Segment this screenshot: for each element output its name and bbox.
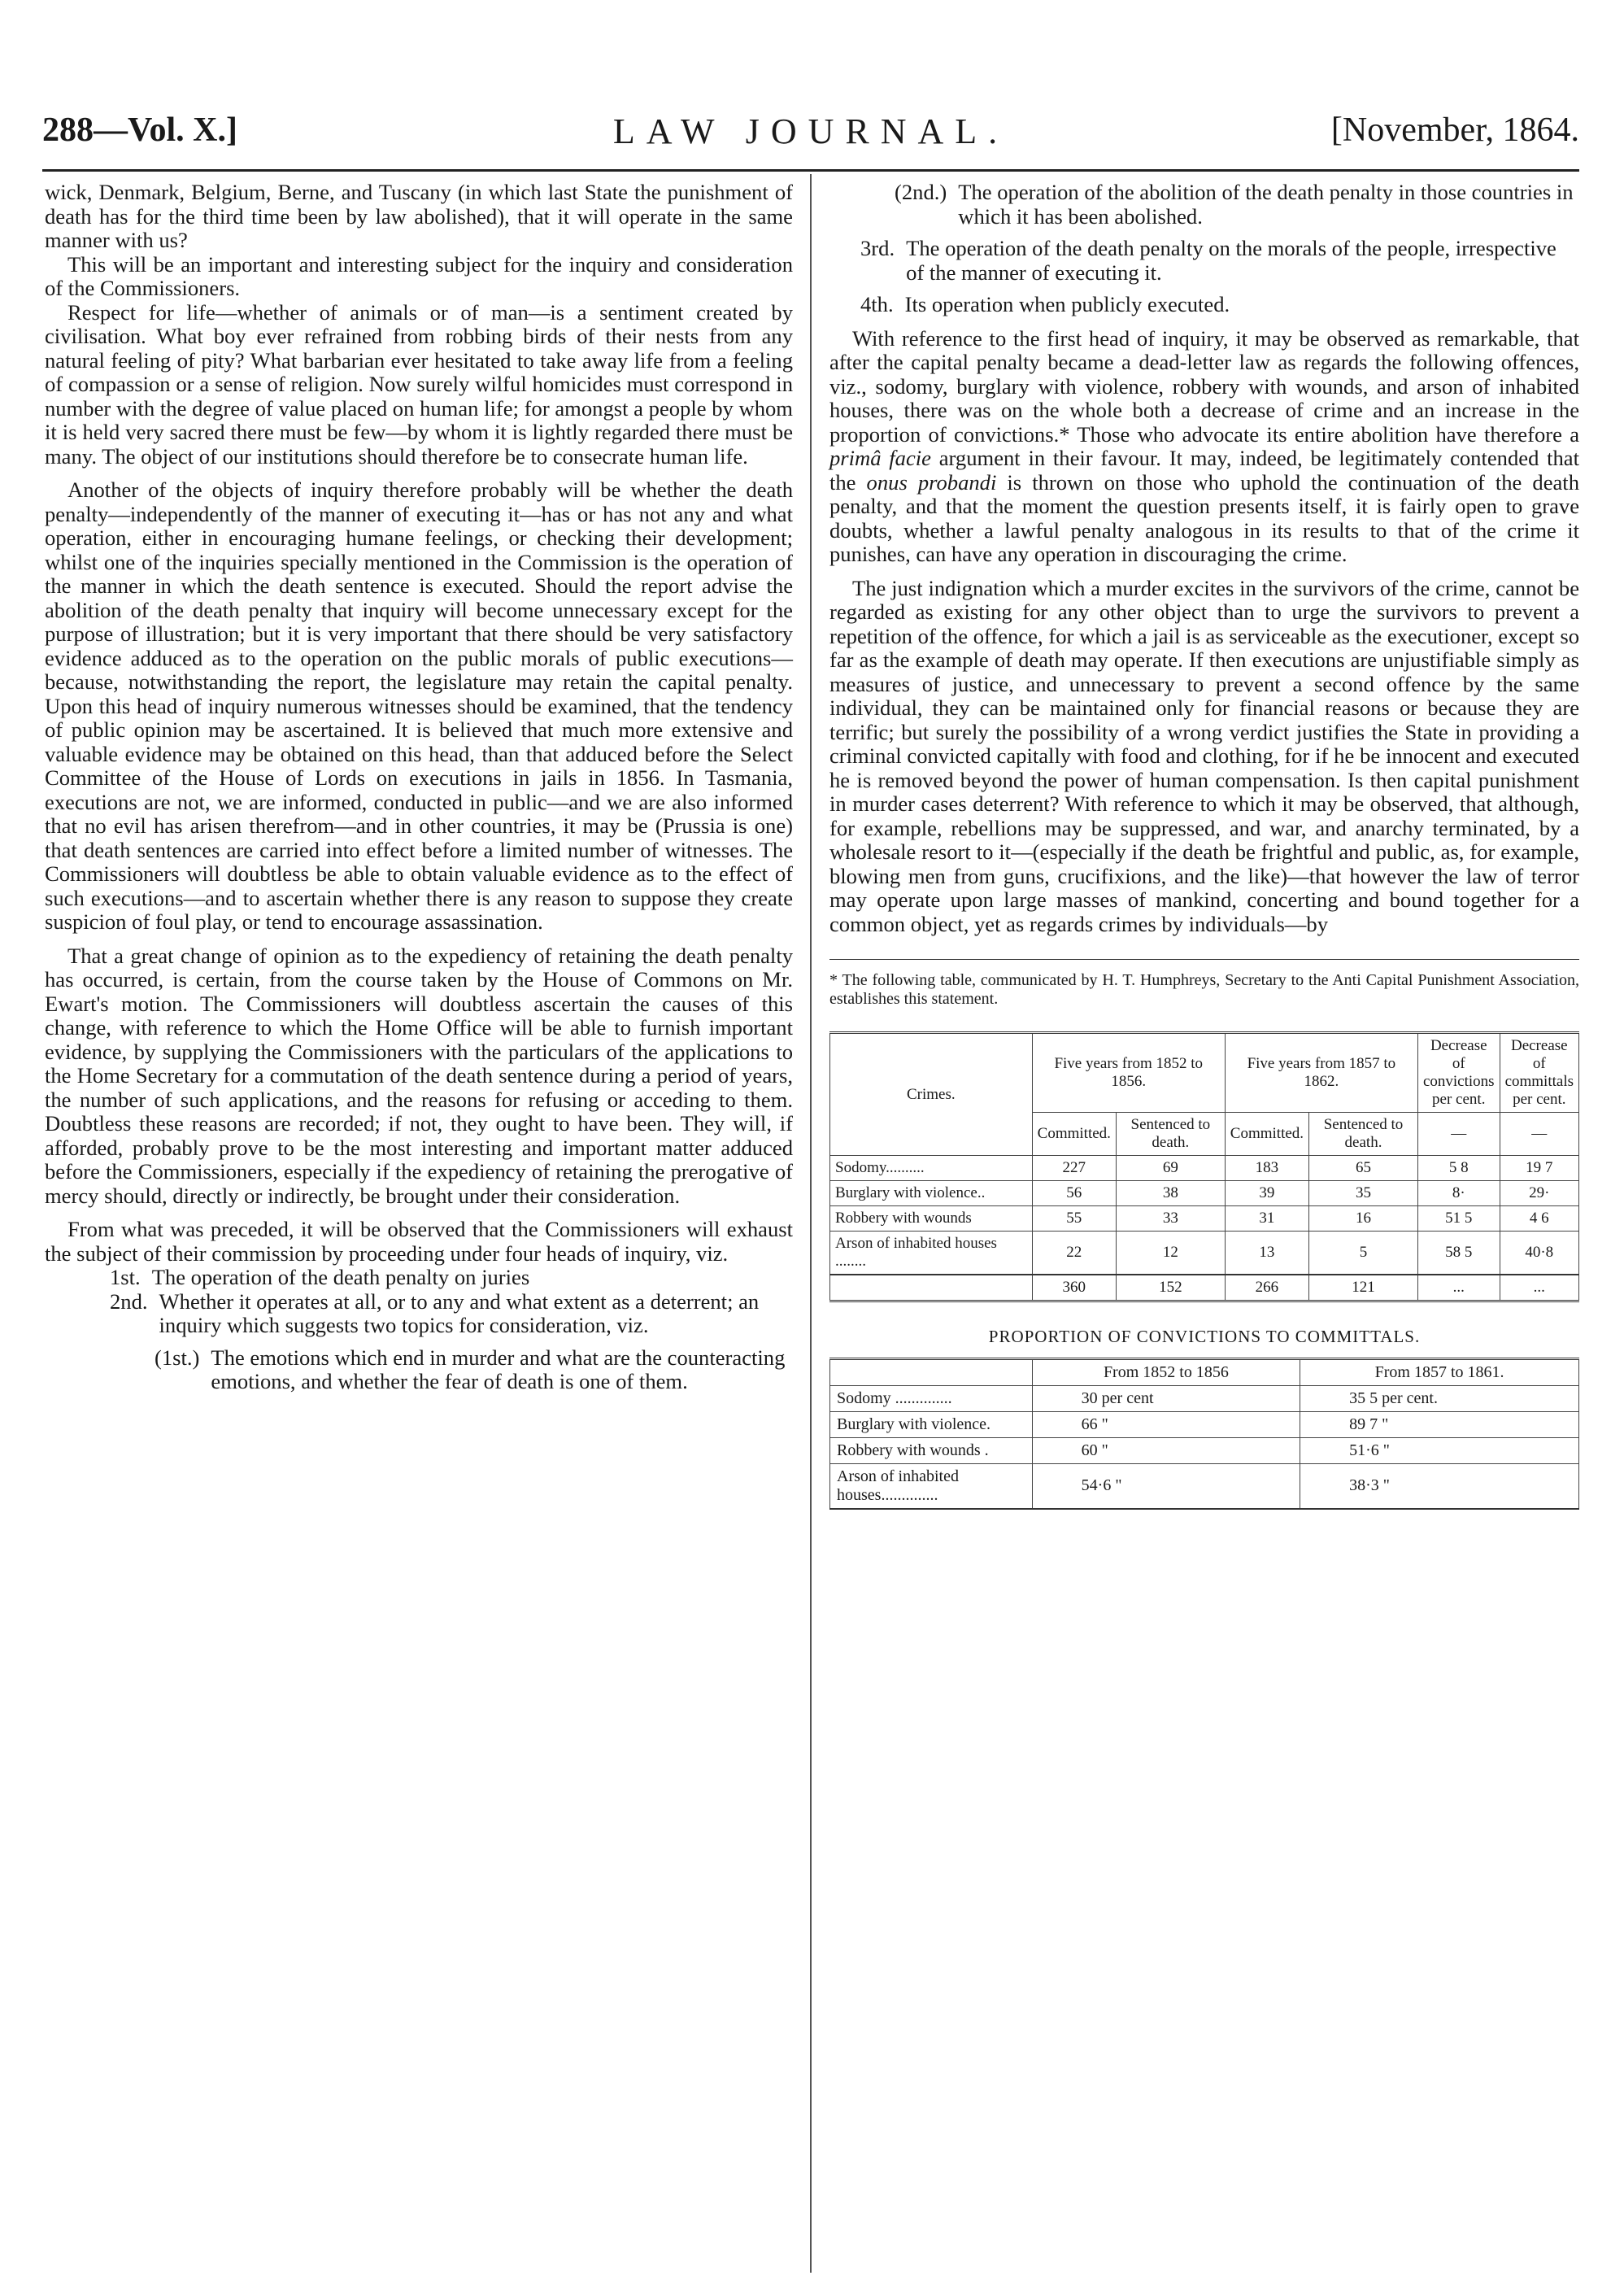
- paragraph: This will be an important and interesting subject for the inquiry and consideration of the Commissioners.: [45, 251, 793, 300]
- list-item: [45, 1346, 793, 1394]
- table-cell: 227: [1032, 1156, 1116, 1181]
- table-cell: 5: [1309, 1232, 1418, 1275]
- paragraph: That a great change of opinion as to the expediency of retaining the death penalty has occurred, is certain, from the course taken by the House of Commons on Mr. Ewart's motion. The Commissioners will doubtless ascertain the causes of this change, with reference to which the Home Office will be able to furnish important evidence, by supplying the Commissioners with the particulars of the applications to the Home Secretary for a commutation of the death sentence during a period of years, the number of such applications, and the reasons for refusing or acceding to them. Doubtless these reasons are recorded; if not, they ought to have been. They will, if afforded, probably prove to be the most interesting and important matter adduced before the Commissioners, especially if the expediency of retaining the prerogative of mercy should, directly or indirectly, be brought under their consideration.: [45, 943, 793, 1208]
- table-header-row: [830, 1033, 1579, 1113]
- table-cell: 60 ": [1032, 1437, 1300, 1463]
- column-header: —: [1500, 1113, 1578, 1156]
- table-cell: ...: [1500, 1275, 1578, 1301]
- table-row: [830, 1463, 1579, 1509]
- list-item: [45, 1290, 793, 1338]
- column-header: From 1857 to 1861.: [1300, 1358, 1579, 1385]
- table-cell: 13: [1225, 1232, 1308, 1275]
- column-header: Sentenced to death.: [1309, 1113, 1418, 1156]
- column-header: Five years from 1852 to 1856.: [1032, 1033, 1225, 1113]
- table-title: PROPORTION OF CONVICTIONS TO COMMITTALS.: [988, 1327, 1421, 1346]
- table-cell: ...: [1417, 1275, 1500, 1301]
- paragraph: Another of the objects of inquiry therefore probably will be whether the death penalty—independently of the manner of executing it—has or has not any and what operation, either in encouraging humane feelings, or checking their development; whilst one of the inquiries specially mentioned in the Commission is the operation of the manner in which the death sentence is executed. Should the report advise the abolition of the death penalty that inquiry will become unnecessary except for the purpose of illustration; but it is very important that there should be very satisfactory evidence adduced as to the operation on the public morals of public executions—because, notwithstanding the report, the legislature may retain the capital penalty. Upon this head of inquiry numerous witnesses should be examined, that the tendency of public opinion may be ascertained. It is believed that much more extensive and valuable evidence may be obtained on this head, than that adduced before the Select Committee of the House of Lords on executions in jails in 1856. In Tasmania, executions are not, we are informed, conducted in public—and we are also informed that no evil has arisen therefrom—and in other countries, it may be (Prussia is one) that death sentences are carried into effect before a limited number of witnesses. The Commissioners will doubtless be able to obtain valuable evidence as to the effect of such executions—and to ascertain whether there is any reason to suppose they create suspicion of foul play, or tend to encourage assassination.: [45, 477, 793, 934]
- table-cell: 121: [1309, 1275, 1418, 1301]
- table-row: [830, 1206, 1579, 1232]
- table-header-row: [830, 1358, 1579, 1385]
- paragraph-text: With reference to the first head of inquiry, it may be observed as remarkable, that after the capital penalty became a dead-letter law as regards the following offences, viz., sodomy, burglary with violence, robbery with wounds, and arson of inhabited houses, there was on the whole both a decrease of crime and an increase in the proportion of convictions.* Those who advocate its entire abolition have therefore a: [829, 325, 1579, 447]
- table-cell: 152: [1116, 1275, 1225, 1301]
- list-item-number: (1st.): [155, 1345, 200, 1370]
- list-item-text: The emotions which end in murder and what are the counteracting emotions, and whether the fear of death is one of them.: [211, 1345, 786, 1393]
- table-cell: 56: [1032, 1181, 1116, 1206]
- latin-term: primâ facie: [829, 446, 931, 470]
- table-cell: 51·6 ": [1300, 1437, 1579, 1463]
- inquiry-list-continued: [829, 181, 1579, 317]
- list-item-text: The operation of the death penalty on juries: [151, 1265, 530, 1289]
- list-item-number: 3rd.: [860, 236, 895, 260]
- table-cell: Burglary with violence.: [830, 1411, 1033, 1437]
- table-cell: 51 5: [1417, 1206, 1500, 1232]
- table-cell: 58 5: [1417, 1232, 1500, 1275]
- paragraph-text: argument in their favour. It may, indeed, be legitimately contended that the: [829, 446, 1579, 495]
- journal-title: LAW JOURNAL.: [612, 111, 1009, 151]
- table-row: [830, 1437, 1579, 1463]
- column-header: —: [1417, 1113, 1500, 1156]
- column-header: Committed.: [1032, 1113, 1116, 1156]
- paragraph: From what was preceded, it will be observed that the Commissioners will exhaust the subject of their commission by proceeding under four heads of inquiry, viz.: [45, 1217, 793, 1266]
- table-cell: 66 ": [1032, 1411, 1300, 1437]
- list-item: [829, 237, 1579, 285]
- list-item-text: The operation of the abolition of the death penalty in those countries in which it has been abolished.: [958, 180, 1574, 229]
- table-cell: 54·6 ": [1032, 1463, 1300, 1509]
- table-cell: Arson of inhabited houses ........: [830, 1232, 1033, 1275]
- table-cell: 35 5 per cent.: [1300, 1385, 1579, 1411]
- page-number-volume: 288—Vol. X.]: [42, 111, 237, 149]
- column-header: Decrease of committals per cent.: [1500, 1033, 1578, 1113]
- column-header: Sentenced to death.: [1116, 1113, 1225, 1156]
- table-cell: Robbery with wounds .: [830, 1437, 1033, 1463]
- table-cell: 31: [1225, 1206, 1308, 1232]
- list-item-number: (2nd.): [895, 180, 947, 204]
- latin-term: onus probandi: [866, 469, 997, 495]
- table-cell: 16: [1309, 1206, 1418, 1232]
- table-cell: 55: [1032, 1206, 1116, 1232]
- table-row: [830, 1156, 1579, 1181]
- crime-statistics-table: [829, 1031, 1579, 1302]
- list-item-number: 4th.: [860, 292, 894, 316]
- table-cell: 22: [1032, 1232, 1116, 1275]
- table-cell: Sodomy ..............: [830, 1385, 1033, 1411]
- list-item: [829, 293, 1579, 317]
- table-cell: 4 6: [1500, 1206, 1578, 1232]
- table-cell: 183: [1225, 1156, 1308, 1181]
- list-item: [45, 1266, 793, 1290]
- table-cell: 69: [1116, 1156, 1225, 1181]
- table-cell: 38: [1116, 1181, 1225, 1206]
- paragraph-text: is thrown on those who uphold the continuation of the death penalty, and that the moment the question presents itself, it is fairly open to grave doubts, whether a lawful penalty analogous in its results to that of the crime it punishes, can have any operation in discouraging the crime.: [829, 469, 1579, 566]
- table-cell: 35: [1309, 1181, 1418, 1206]
- table-row: [830, 1232, 1579, 1275]
- column-header: Committed.: [1225, 1113, 1308, 1156]
- right-column: [829, 181, 1579, 1510]
- table-row: [830, 1385, 1579, 1411]
- convictions-proportion-table: [829, 1358, 1579, 1510]
- table-cell: 33: [1116, 1206, 1225, 1232]
- table-cell: 12: [1116, 1232, 1225, 1275]
- table-cell: 38·3 ": [1300, 1463, 1579, 1509]
- table-cell: 5 8: [1417, 1156, 1500, 1181]
- table-total-row: [830, 1275, 1579, 1301]
- table-cell: Robbery with wounds: [830, 1206, 1033, 1232]
- table-row: [830, 1181, 1579, 1206]
- table-cell: 29·: [1500, 1181, 1578, 1206]
- footnote: * The following table, communicated by H. T. Humphreys, Secretary to the Anti Capital Punishment Association, establishes this statement.: [829, 959, 1579, 1009]
- column-header: [830, 1358, 1033, 1385]
- left-column: [45, 181, 793, 1394]
- table-cell: 8·: [1417, 1181, 1500, 1206]
- table-cell: Sodomy..........: [830, 1156, 1033, 1181]
- column-divider: [810, 174, 812, 2273]
- list-item-number: 1st.: [110, 1265, 141, 1289]
- list-item-text: The operation of the death penalty on the morals of the people, irrespective of the manner of executing it.: [906, 236, 1557, 285]
- table-row: [830, 1411, 1579, 1437]
- column-header: From 1852 to 1856: [1032, 1358, 1300, 1385]
- table-cell: 40·8: [1500, 1232, 1578, 1275]
- list-item-number: 2nd.: [110, 1288, 148, 1314]
- header-rule: [42, 169, 1579, 172]
- table-cell: 30 per cent: [1032, 1385, 1300, 1411]
- table-cell: 65: [1309, 1156, 1418, 1181]
- table-cell: 266: [1225, 1275, 1308, 1301]
- paragraph: Respect for life—whether of animals or of man—is a sentiment created by civilisation. What boy ever refrained from robbing birds of their nests from any natural feeling of pity? What barbarian ever hesitated to take away life from a feeling of compassion or a sense of religion. Now surely wilful homicides must correspond in number with the degree of value placed on human life; for amongst a people by whom it is held very sacred there must be few—by whom it is lightly regarded there must be many. The object of our institutions should therefore be to consecrate human life.: [45, 299, 793, 469]
- paragraph: The just indignation which a murder excites in the survivors of the crime, cannot be regarded as existing for any other object than to urge the survivors to prevent a repetition of the offence, for which a jail is as serviceable as the executioner, except so far as the example of death may operate. If then executions are unjustifiable simply as measures of justice, and unnecessary to prevent a second offence by the same individual, they can be maintained only for financial reasons or because they are terrific; but surely the possibility of a wrong verdict justifies the State in providing a criminal convicted capitally with food and clothing, for if he be innocent and executed he is removed beyond the power of human compensation. Is then capital punishment in murder cases deterrent? With reference to which it may be observed, that although, for example, rebellions may be suppressed, and war, and anarchy terminated, by a wholesale resort to it—(especially if the death be frightful and public, as, for example, blowing men from guns, crucifixions, and the like)—that however the law of terror may operate upon large masses of mankind, concerting and bound together for a common object, yet as regards crimes by individuals—by: [829, 575, 1579, 936]
- list-item-text: Its operation when publicly executed.: [904, 292, 1230, 316]
- issue-date: [November, 1864.: [1330, 111, 1579, 149]
- paragraph: wick, Denmark, Belgium, Berne, and Tuscany (in which last State the punishment of death has for the third time been by law abolished), that it will operate in the same manner with us?: [45, 180, 793, 252]
- paragraph: [829, 327, 1579, 567]
- list-item-text: Whether it operates at all, or to any and what extent as a deterrent; an inquiry which suggests two topics for consideration, viz.: [159, 1288, 760, 1337]
- table-cell: Arson of inhabited houses..............: [830, 1463, 1033, 1509]
- column-header: Crimes.: [830, 1033, 1033, 1156]
- page-header: [42, 106, 1579, 163]
- table-cell: 360: [1032, 1275, 1116, 1301]
- column-header: Decrease of convictions per cent.: [1417, 1033, 1500, 1113]
- table-cell: 19 7: [1500, 1156, 1578, 1181]
- inquiry-list: [45, 1266, 793, 1394]
- table-cell: 39: [1225, 1181, 1308, 1206]
- table-cell: [830, 1275, 1033, 1301]
- table-cell: 89 7 ": [1300, 1411, 1579, 1437]
- table-cell: Burglary with violence..: [830, 1181, 1033, 1206]
- list-item: [829, 181, 1579, 229]
- column-header: Five years from 1857 to 1862.: [1225, 1033, 1417, 1113]
